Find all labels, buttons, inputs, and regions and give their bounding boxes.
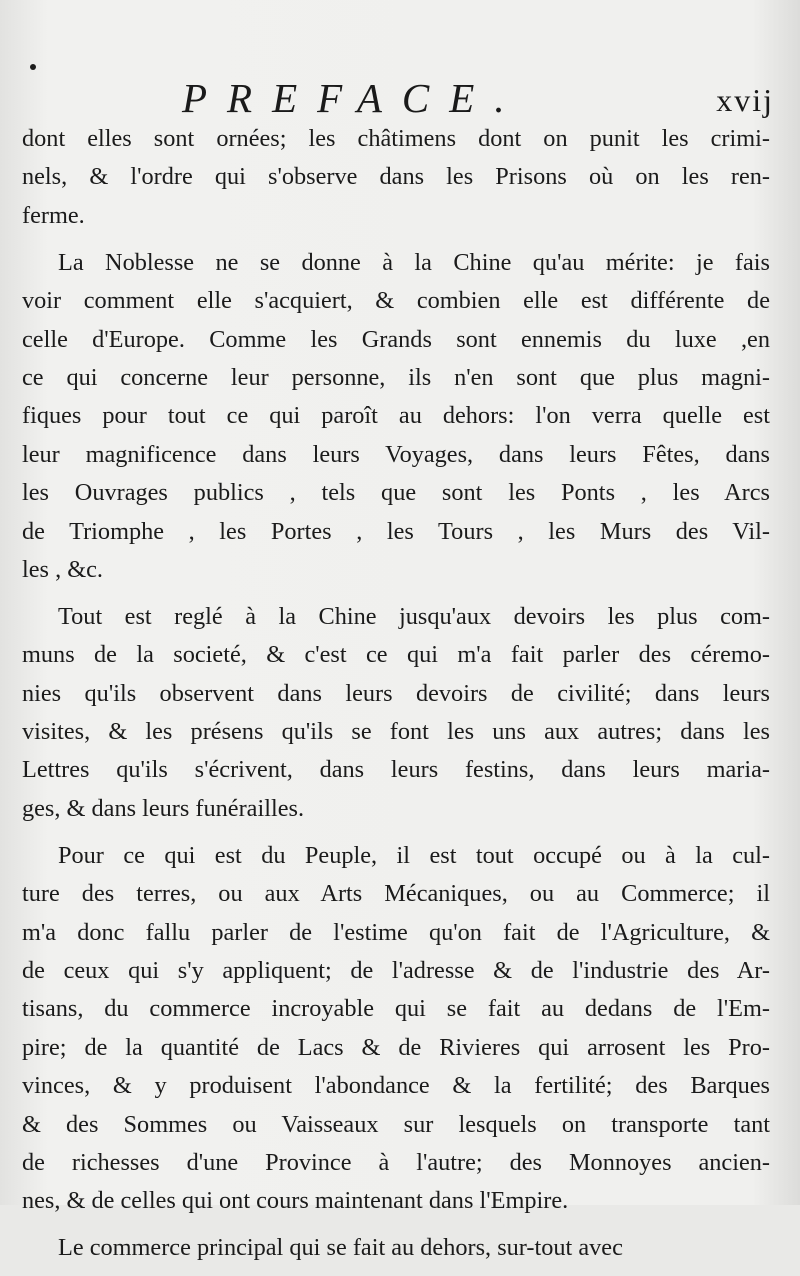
text-line: ges, & dans leurs funérailles.: [22, 794, 305, 822]
text-line: de ceux qui s'y appliquent; de l'adresse & de l'industrie des Ar-: [22, 956, 770, 984]
page-number: xvij: [716, 82, 774, 118]
text-line: Le commerce principal qui se fait au dehors, sur-tout avec: [58, 1234, 623, 1262]
text-line: Tout est reglé à la Chine jusqu'aux devoirs les plus com-: [58, 602, 770, 630]
paragraph: [22, 837, 770, 1221]
text-line: m'a donc fallu parler de l'estime qu'on fait de l'Agriculture, &: [22, 918, 770, 946]
text-line: de Triomphe , les Portes , les Tours , les Murs des Vil-: [22, 517, 770, 545]
text-line: leur magnificence dans leurs Voyages, dans leurs Fêtes, dans: [22, 440, 770, 468]
text-line: nels, & l'ordre qui s'observe dans les Prisons où on les ren-: [22, 163, 770, 191]
text-line: Pour ce qui est du Peuple, il est tout occupé ou à la cul-: [58, 841, 770, 869]
text-line: ferme.: [22, 201, 85, 229]
text-line: muns de la societé, & c'est ce qui m'a fait parler des céremo-: [22, 641, 770, 669]
text-line: tisans, du commerce incroyable qui se fait au dedans de l'Em-: [22, 995, 770, 1023]
running-title: PREFACE.: [182, 75, 525, 121]
paragraph: [22, 598, 770, 828]
text-line: pire; de la quantité de Lacs & de Rivieres qui arrosent les Pro-: [22, 1033, 770, 1061]
paragraph: [22, 120, 770, 235]
paragraph: [22, 244, 770, 590]
text-line: voir comment elle s'acquiert, & combien elle est différente de: [22, 287, 770, 315]
text-line: visites, & les présens qu'ils se font les uns aux autres; dans les: [22, 718, 770, 746]
text-line: les Ouvrages publics , tels que sont les Ponts , les Arcs: [22, 479, 770, 507]
ink-speck: [30, 64, 36, 70]
text-line: La Noblesse ne se donne à la Chine qu'au mérite: je fais: [58, 248, 770, 276]
text-line: ce qui concerne leur personne, ils n'en sont que plus magni-: [22, 363, 770, 391]
text-line: nies qu'ils observent dans leurs devoirs de civilité; dans leurs: [22, 679, 770, 707]
text-line: ture des terres, ou aux Arts Mécaniques, ou au Commerce; il: [22, 880, 770, 908]
text-line: & des Sommes ou Vaisseaux sur lesquels on transporte tant: [22, 1110, 770, 1138]
text-line: dont elles sont ornées; les châtimens dont on punit les crimi-: [22, 125, 770, 152]
paragraph: [22, 1229, 770, 1267]
text-line: Lettres qu'ils s'écrivent, dans leurs festins, dans leurs maria-: [22, 756, 770, 784]
text-line: vinces, & y produisent l'abondance & la fertilité; des Barques: [22, 1072, 770, 1100]
text-line: de richesses d'une Province à l'autre; des Monnoyes ancien-: [22, 1148, 770, 1176]
text-line: nes, & de celles qui ont cours maintenant dans l'Empire.: [22, 1187, 569, 1215]
body-text: [22, 120, 770, 1276]
page-header: [0, 72, 800, 124]
text-line: celle d'Europe. Comme les Grands sont ennemis du luxe ,en: [22, 325, 770, 353]
text-line: les , &c.: [22, 555, 103, 583]
text-line: fiques pour tout ce qui paroît au dehors: l'on verra quelle est: [22, 402, 770, 430]
